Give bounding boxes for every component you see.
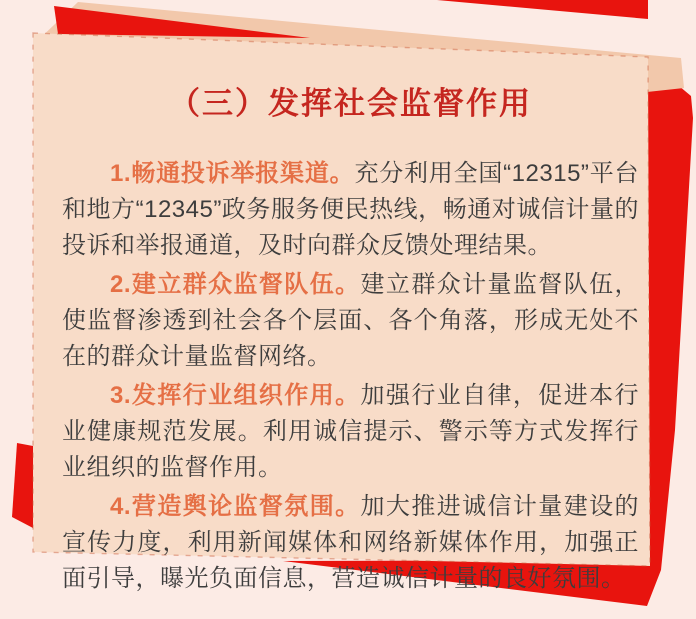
paragraph-4 [62, 489, 639, 597]
card-content [62, 86, 639, 600]
paragraph-3-lead: 3.发挥行业组织作用。 [110, 382, 361, 409]
paragraph-2-body: 建立群众计量监督队伍，使监督渗透到社会各个层面、各个角落，形成无处不在的群众计量监督网络。 [62, 271, 640, 370]
red-sheet-top-right-band [437, 0, 648, 19]
paragraph-3 [62, 378, 639, 486]
paragraph-1-body: 充分利用全国“12315”平台和地方“12345”政务服务便民热线，畅通对诚信计量的投诉和举报通道，及时向群众反馈处理结果。 [62, 160, 639, 259]
paragraph-1-lead: 1.畅通投诉举报渠道。 [110, 160, 355, 187]
paragraph-1 [62, 156, 639, 264]
paragraph-3-body: 加强行业自律，促进本行业健康规范发展。利用诚信提示、警示等方式发挥行业组织的监督作用。 [62, 382, 640, 481]
paragraph-2-lead: 2.建立群众监督队伍。 [110, 271, 361, 298]
section-title: （三）发挥社会监督作用 [169, 86, 532, 121]
paragraph-4-body: 加大推进诚信计量建设的宣传力度，利用新闻媒体和网络新媒体作用，加强正面引导，曝光负面信息，营造诚信计量的良好氛围。 [62, 493, 640, 592]
paragraph-4-lead: 4.营造舆论监督氛围。 [110, 493, 361, 520]
paragraph-2 [62, 267, 639, 375]
red-sheet-back-bottom-left [12, 443, 33, 528]
